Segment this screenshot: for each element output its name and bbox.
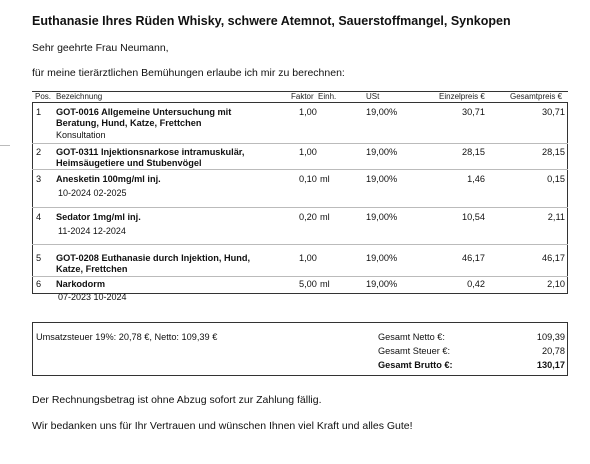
col-unit-header: Einh. <box>318 92 337 101</box>
payment-note: Der Rechnungsbetrag ist ohne Abzug sofort zur Zahlung fällig. <box>32 394 322 406</box>
item-vat: 19,00% <box>366 279 398 289</box>
item-vat: 19,00% <box>366 212 398 222</box>
gross-value: 130,17 <box>536 360 565 370</box>
item-batch: 10-2024 02-2025 <box>58 188 127 198</box>
item-total: 30,71 <box>542 107 565 117</box>
col-total-header: Gesamtpreis € <box>510 92 563 101</box>
item-factor: 0,10 <box>299 174 317 184</box>
gross-label: Gesamt Brutto €: <box>378 360 453 370</box>
item-total: 28,15 <box>542 147 565 157</box>
item-vat: 19,00% <box>366 107 398 117</box>
item-vat: 19,00% <box>366 147 398 157</box>
margin-mark <box>0 145 10 146</box>
item-unit-price: 30,71 <box>462 107 485 117</box>
item-desc: GOT-0016 Allgemeine Untersuchung mit <box>56 107 232 117</box>
item-factor: 1,00 <box>299 253 317 263</box>
item-factor: 0,20 <box>299 212 317 222</box>
tax-label: Gesamt Steuer €: <box>378 346 451 356</box>
item-unit-price: 28,15 <box>462 147 485 157</box>
item-desc-2: Heimsäugetiere und Stubenvögel <box>56 158 202 168</box>
item-pos: 4 <box>36 212 42 222</box>
item-batch: 11-2024 12-2024 <box>58 226 126 236</box>
item-factor: 5,00 <box>299 279 317 289</box>
net-value: 109,39 <box>536 332 565 342</box>
net-label: Gesamt Netto €: <box>378 332 445 342</box>
item-desc: GOT-0208 Euthanasie durch Injektion, Hund, <box>56 253 250 263</box>
item-unit-price: 1,46 <box>467 174 485 184</box>
item-pos: 5 <box>36 253 42 263</box>
item-unit-price: 46,17 <box>462 253 485 263</box>
intro-text: für meine tierärztlichen Bemühungen erlaube ich mir zu berechnen: <box>32 67 345 79</box>
item-pos: 2 <box>36 147 42 157</box>
item-unit-price: 0,42 <box>467 279 485 289</box>
col-desc-header: Bezeichnung <box>56 92 103 101</box>
item-vat: 19,00% <box>366 253 398 263</box>
item-total: 2,10 <box>547 279 565 289</box>
item-desc: Narkodorm <box>56 279 106 289</box>
tax-note: Umsatzsteuer 19%: 20,78 €, Netto: 109,39 € <box>36 332 218 342</box>
item-vat: 19,00% <box>366 174 398 184</box>
col-factor-header: Faktor <box>291 92 314 101</box>
salutation: Sehr geehrte Frau Neumann, <box>32 42 169 54</box>
item-batch: 07-2023 10-2024 <box>58 292 127 302</box>
item-desc-3: Konsultation <box>56 130 106 140</box>
item-total: 0,15 <box>547 174 565 184</box>
item-factor: 1,00 <box>299 107 317 117</box>
item-pos: 1 <box>36 107 42 117</box>
item-pos: 6 <box>36 279 42 289</box>
item-desc: Anesketin 100mg/ml inj. <box>56 174 161 184</box>
item-unit: ml <box>320 174 330 184</box>
item-unit-price: 10,54 <box>462 212 485 222</box>
item-unit: ml <box>320 279 330 289</box>
item-pos: 3 <box>36 174 42 184</box>
tax-value: 20,78 <box>542 346 565 356</box>
item-unit: ml <box>320 212 330 222</box>
invoice-title: Euthanasie Ihres Rüden Whisky, schwere Atemnot, Sauerstoffmangel, Synkopen <box>32 14 511 28</box>
col-vat-header: USt <box>366 92 380 101</box>
item-desc: Sedator 1mg/ml inj. <box>56 212 141 222</box>
item-total: 46,17 <box>542 253 565 263</box>
col-unitprice-header: Einzelpreis € <box>439 92 485 101</box>
col-pos-header: Pos. <box>35 92 52 101</box>
thanks-text: Wir bedanken uns für Ihr Vertrauen und wünschen Ihnen viel Kraft und alles Gute! <box>32 420 413 432</box>
item-desc-2: Katze, Frettchen <box>56 264 128 274</box>
item-factor: 1,00 <box>299 147 317 157</box>
item-desc: GOT-0311 Injektionsnarkose intramuskulär, <box>56 147 245 157</box>
item-total: 2,11 <box>547 212 565 222</box>
item-desc-2: Beratung, Hund, Katze, Frettchen <box>56 118 202 128</box>
